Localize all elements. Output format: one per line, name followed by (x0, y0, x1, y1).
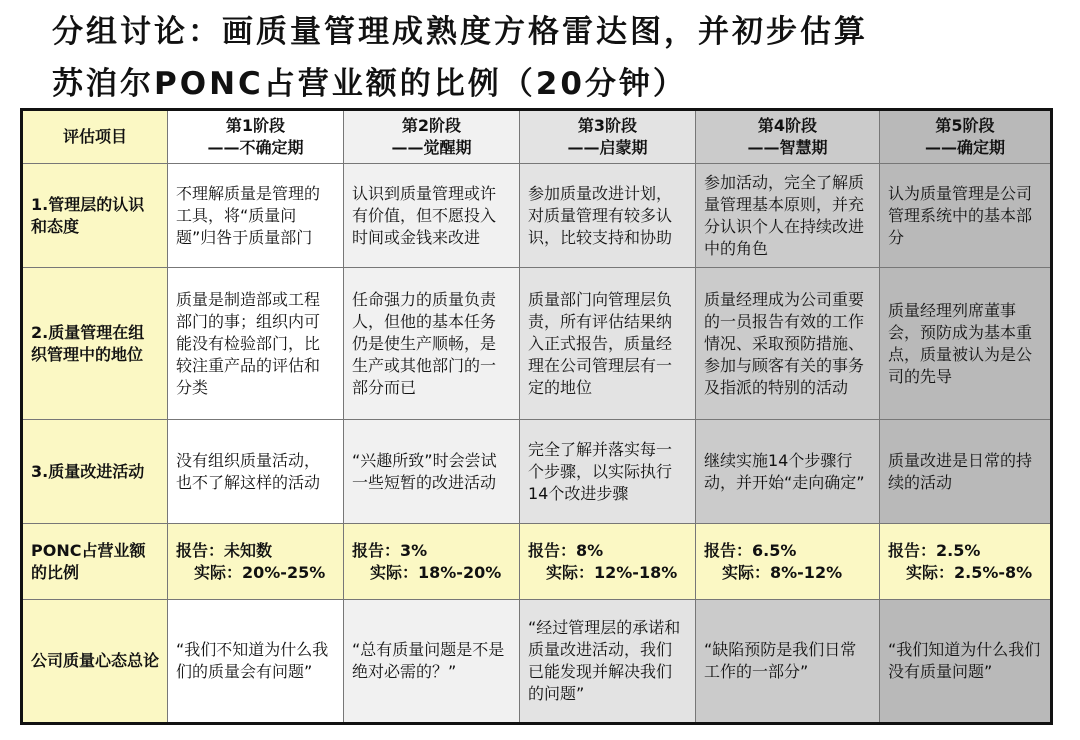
phase-name: ——启蒙期 (567, 138, 648, 157)
table-cell: 没有组织质量活动，也不了解这样的活动 (168, 420, 344, 524)
table-cell: “我们知道为什么我们没有质量问题” (880, 600, 1052, 724)
table-cell: 质量经理列席董事会，预防成为基本重点，质量被认为是公司的先导 (880, 268, 1052, 420)
ponc-cell (168, 524, 344, 600)
phase-header-2 (344, 110, 520, 164)
title-line-1: 分组讨论：画质量管理成熟度方格雷达图，并初步估算 (52, 14, 868, 50)
slide-title (52, 6, 1062, 110)
phase-header-3 (520, 110, 696, 164)
table-cell: 参加质量改进计划，对质量管理有较多认识，比较支持和协助 (520, 164, 696, 268)
ponc-cell (880, 524, 1052, 600)
table-row (22, 268, 1052, 420)
phase-name: ——智慧期 (747, 138, 828, 157)
ponc-report: 报告：未知数 (176, 540, 273, 560)
mindset-row (22, 600, 1052, 724)
table-cell: “经过管理层的承诺和质量改进活动，我们已能发现并解决我们的问题” (520, 600, 696, 724)
table-cell: “我们不知道为什么我们的质量会有问题” (168, 600, 344, 724)
phase-stage: 第1阶段 (225, 116, 286, 135)
table-cell: 质量是制造部或工程部门的事；组织内可能没有检验部门，比较注重产品的评估和分类 (168, 268, 344, 420)
ponc-cell (520, 524, 696, 600)
ponc-cell (696, 524, 880, 600)
ponc-report: 报告：8% (528, 540, 604, 560)
phase-stage: 第3阶段 (577, 116, 638, 135)
table-cell: 质量部门向管理层负责，所有评估结果纳入正式报告，质量经理在公司管理层有一定的地位 (520, 268, 696, 420)
ponc-report: 报告：3% (352, 540, 428, 560)
table-cell: 不理解质量是管理的工具，将“质量问题”归咎于质量部门 (168, 164, 344, 268)
phase-header-1 (168, 110, 344, 164)
table-cell: 完全了解并落实每一个步骤，以实际执行14个改进步骤 (520, 420, 696, 524)
row-label-quality-status: 2.质量管理在组织管理中的地位 (22, 268, 168, 420)
phase-name: ——不确定期 (207, 138, 304, 157)
ponc-actual: 实际：2.5%-8% (906, 562, 1033, 582)
phase-stage: 第5阶段 (935, 116, 995, 135)
ponc-report: 报告：2.5% (888, 540, 981, 560)
table-cell: 质量改进是日常的持续的活动 (880, 420, 1052, 524)
ponc-actual: 实际：8%-12% (722, 562, 843, 582)
table-cell: “缺陷预防是我们日常工作的一部分” (696, 600, 880, 724)
ponc-report: 报告：6.5% (704, 540, 797, 560)
table-cell: 认识到质量管理或许有价值，但不愿投入时间或金钱来改进 (344, 164, 520, 268)
table-cell: “兴趣所致”时会尝试一些短暂的改进活动 (344, 420, 520, 524)
table-cell: “总有质量问题是不是绝对必需的？” (344, 600, 520, 724)
table-row (22, 420, 1052, 524)
header-row (22, 110, 1052, 164)
phase-header-5 (880, 110, 1052, 164)
phase-name: ——确定期 (924, 138, 1005, 157)
ponc-actual: 实际：18%-20% (370, 562, 502, 582)
row-label-management-attitude: 1.管理层的认识和态度 (22, 164, 168, 268)
ponc-cell (344, 524, 520, 600)
table-cell: 认为质量管理是公司管理系统中的基本部分 (880, 164, 1052, 268)
ponc-row (22, 524, 1052, 600)
table-cell: 任命强力的质量负责人，但他的基本任务仍是使生产顺畅，是生产或其他部门的一部分而已 (344, 268, 520, 420)
row-label-quality-mindset: 公司质量心态总论 (22, 600, 168, 724)
header-corner: 评估项目 (22, 110, 168, 164)
title-line-2: 苏洎尔PONC占营业额的比例（20分钟） (52, 66, 687, 102)
table-cell: 继续实施14个步骤行动，并开始“走向确定” (696, 420, 880, 524)
row-label-ponc: PONC占营业额的比例 (22, 524, 168, 600)
phase-stage: 第4阶段 (757, 116, 818, 135)
ponc-actual: 实际：12%-18% (546, 562, 678, 582)
phase-header-4 (696, 110, 880, 164)
ponc-actual: 实际：20%-25% (194, 562, 326, 582)
table-row (22, 164, 1052, 268)
phase-stage: 第2阶段 (401, 116, 462, 135)
maturity-grid-table (20, 108, 1053, 725)
table-cell: 参加活动，完全了解质量管理基本原则，并充分认识个人在持续改进中的角色 (696, 164, 880, 268)
row-label-improvement-activities: 3.质量改进活动 (22, 420, 168, 524)
table-cell: 质量经理成为公司重要的一员报告有效的工作情况、采取预防措施、参加与顾客有关的事务及指派的特别的活动 (696, 268, 880, 420)
phase-name: ——觉醒期 (391, 138, 472, 157)
